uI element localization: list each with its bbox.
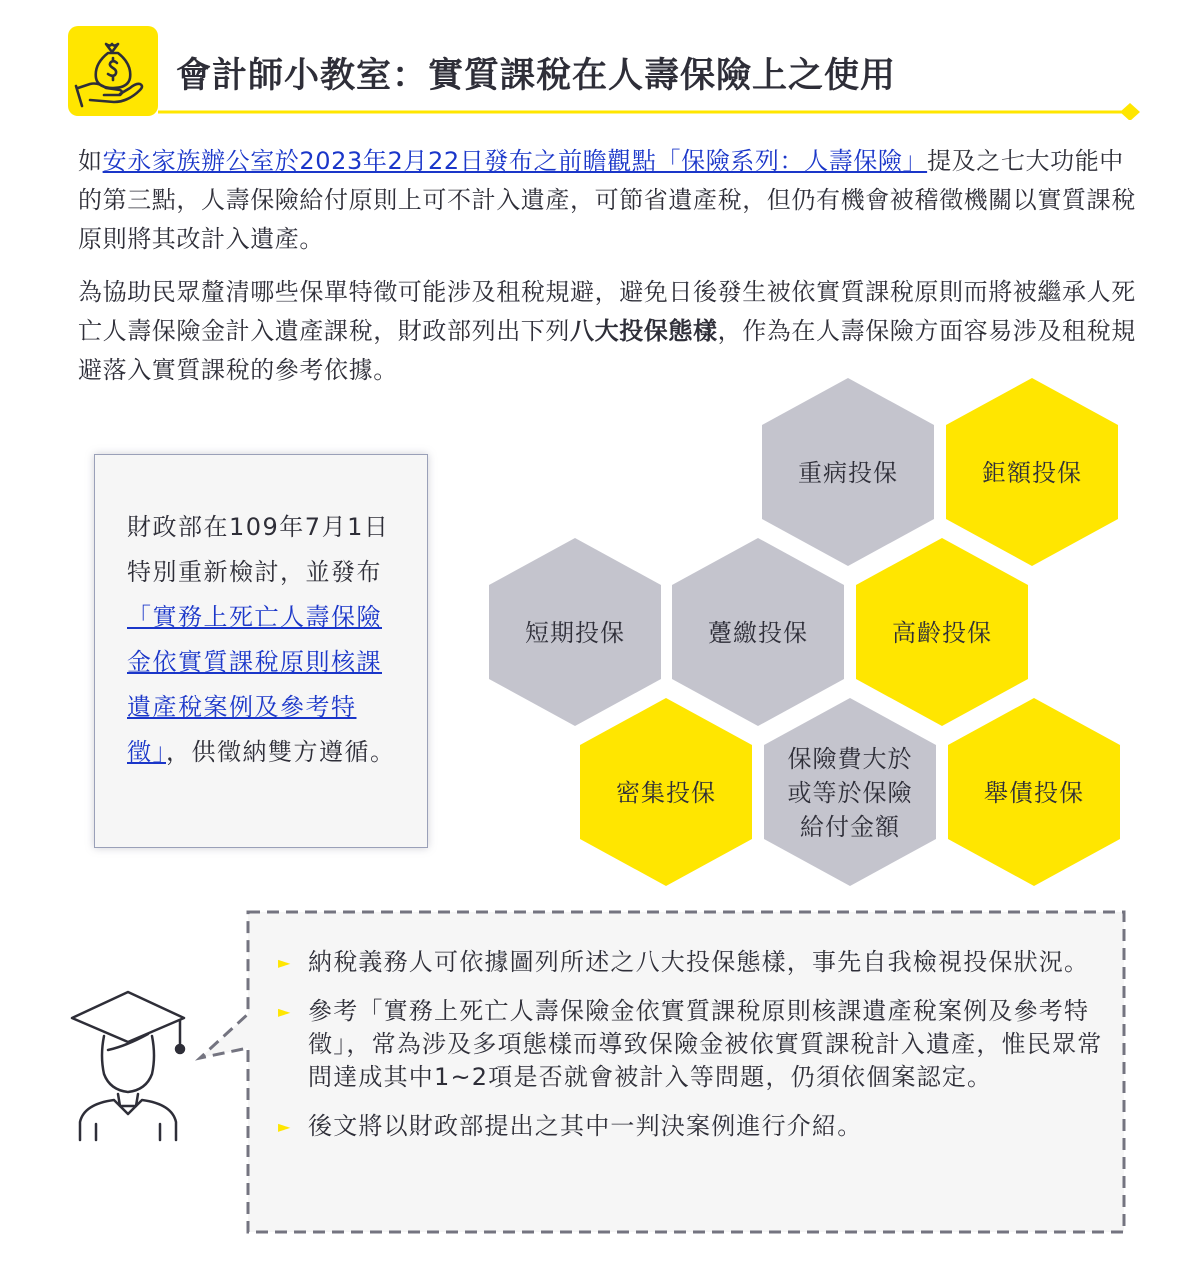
mof-reference-link[interactable]: 「實務上死亡人壽保險金依實質課稅原則核課遺產稅案例及參考特徵」 <box>127 603 382 766</box>
intro-p1-prefix: 如 <box>78 147 103 175</box>
page-title: 會計師小教室：實質課稅在人壽保險上之使用 <box>176 56 897 96</box>
intro-p2-suffix: ，作為在人壽保險方面容易涉及租稅規避落入實質課稅的參考依據。 <box>78 317 1136 384</box>
hexagon-label: 短期投保 <box>525 619 625 647</box>
note-suffix: ，供徵納雙方遵循。 <box>166 738 396 766</box>
bullet-text-1: 納稅義務人可依據圖列所述之八大投保態樣，事先自我檢視投保狀況。 <box>308 948 1090 976</box>
bullet-item <box>278 946 1108 979</box>
triangle-bullet-icon: ► <box>278 1002 292 1021</box>
note-prefix: 財政部在109年7月1日特別重新檢討，並發布 <box>127 513 390 586</box>
hexagon-label: 重病投保 <box>798 459 898 487</box>
hexagon-label: 躉繳投保 <box>708 619 808 647</box>
hexagon-label: 保險費大於或等於保險給付金額 <box>787 745 913 841</box>
callout-bullet-list <box>278 946 1108 1159</box>
triangle-bullet-icon: ► <box>278 1117 292 1136</box>
family-office-article-link[interactable]: 安永家族辦公室於2023年2月22日發布之前瞻觀點「保險系列：人壽保險」 <box>102 147 928 175</box>
hexagon-label: 鉅額投保 <box>982 459 1082 487</box>
intro-p2-prefix: 為協助民眾釐清哪些保單特徵可能涉及租稅規避，避免日後發生被依實質課稅原則而將被繼承人死亡人壽保險金計入遺產課稅，財政部列出下列 <box>78 278 1136 345</box>
bullet-item <box>278 1110 1108 1143</box>
eight-patterns-emphasis: 八大投保態樣 <box>570 317 718 345</box>
hexagon-label: 高齡投保 <box>892 619 992 647</box>
triangle-bullet-icon: ► <box>278 953 292 972</box>
intro-p1-suffix: 提及之七大功能中的第三點，人壽保險給付原則上可不計入遺產，可節省遺產稅，但仍有機會被稽徵機關以實質課稅原則將其改計入遺產。 <box>78 147 1136 253</box>
bullet-text-3: 後文將以財政部提出之其中一判決案例進行介紹。 <box>308 1112 863 1140</box>
hexagon-label: 密集投保 <box>616 779 716 807</box>
bullet-item <box>278 995 1108 1094</box>
bullet-text-2: 參考「實務上死亡人壽保險金依實質課稅原則核課遺產稅案例及參考特徵」，常為涉及多項態樣而導致保險金被依實質課稅計入遺產，惟民眾常問達成其中1~2項是否就會被計入等問題，仍須依個案認定。 <box>308 997 1103 1091</box>
hexagon-label: 舉債投保 <box>984 779 1084 807</box>
